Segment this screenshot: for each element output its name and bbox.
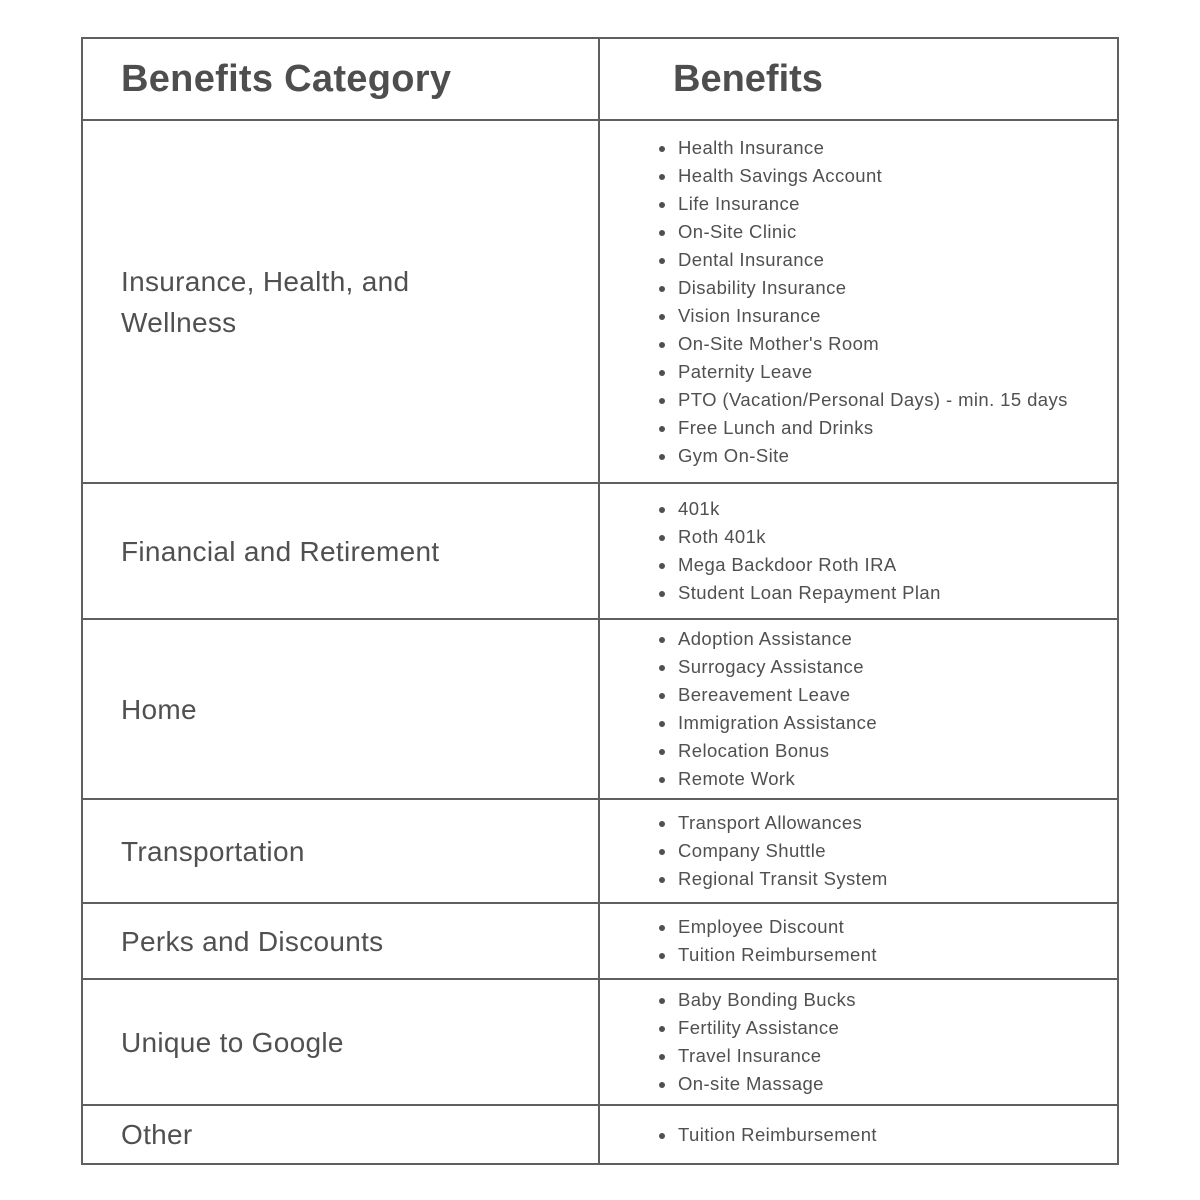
list-item: Tuition Reimbursement: [678, 1121, 877, 1149]
category-cell: [83, 980, 600, 1104]
benefits-list: [600, 986, 856, 1098]
category-label: Perks and Discounts: [121, 925, 384, 957]
table-row: [83, 978, 1117, 1104]
list-item: Transport Allowances: [678, 809, 888, 837]
list-item: Surrogacy Assistance: [678, 653, 877, 681]
table-row: [83, 482, 1117, 618]
benefits-cell: [600, 800, 1117, 902]
category-cell: [83, 484, 600, 618]
list-item: Relocation Bonus: [678, 737, 877, 765]
category-cell: [83, 121, 600, 482]
list-item: Baby Bonding Bucks: [678, 986, 856, 1014]
list-item: Bereavement Leave: [678, 681, 877, 709]
benefits-cell: [600, 904, 1117, 978]
list-item: Fertility Assistance: [678, 1014, 856, 1042]
list-item: Gym On-Site: [678, 442, 1068, 470]
category-label: Financial and Retirement: [121, 535, 440, 567]
list-item: Student Loan Repayment Plan: [678, 579, 941, 607]
category-cell: [83, 800, 600, 902]
header-benefits-category: Benefits Category: [83, 39, 600, 119]
list-item: Travel Insurance: [678, 1042, 856, 1070]
benefits-list: [600, 134, 1068, 470]
table-row: [83, 798, 1117, 902]
list-item: Remote Work: [678, 765, 877, 793]
list-item: Employee Discount: [678, 913, 877, 941]
benefits-list: [600, 495, 941, 607]
benefits-list: [600, 1121, 877, 1149]
list-item: Disability Insurance: [678, 274, 1068, 302]
benefits-cell: [600, 620, 1117, 798]
list-item: Immigration Assistance: [678, 709, 877, 737]
list-item: Free Lunch and Drinks: [678, 414, 1068, 442]
category-label: Unique to Google: [121, 1026, 344, 1058]
benefits-list: [600, 625, 877, 793]
list-item: Life Insurance: [678, 190, 1068, 218]
benefits-list: [600, 809, 888, 893]
benefits-cell: [600, 980, 1117, 1104]
benefits-cell: [600, 1106, 1117, 1163]
list-item: Adoption Assistance: [678, 625, 877, 653]
table-row: [83, 618, 1117, 798]
list-item: Regional Transit System: [678, 865, 888, 893]
category-cell: [83, 904, 600, 978]
category-cell: [83, 620, 600, 798]
table-row: [83, 1104, 1117, 1163]
list-item: On-site Massage: [678, 1070, 856, 1098]
benefits-list: [600, 913, 877, 969]
list-item: Roth 401k: [678, 523, 941, 551]
list-item: 401k: [678, 495, 941, 523]
list-item: PTO (Vacation/Personal Days) - min. 15 days: [678, 386, 1068, 414]
list-item: Health Savings Account: [678, 162, 1068, 190]
benefits-table: [81, 37, 1119, 1165]
category-label: Other: [121, 1119, 193, 1150]
list-item: Paternity Leave: [678, 358, 1068, 386]
list-item: Health Insurance: [678, 134, 1068, 162]
list-item: Mega Backdoor Roth IRA: [678, 551, 941, 579]
table-row: [83, 119, 1117, 482]
benefits-cell: [600, 484, 1117, 618]
category-label: Home: [121, 693, 197, 725]
category-label: Insurance, Health, and Wellness: [121, 265, 410, 338]
benefits-cell: [600, 121, 1117, 482]
list-item: On-Site Clinic: [678, 218, 1068, 246]
list-item: On-Site Mother's Room: [678, 330, 1068, 358]
list-item: Vision Insurance: [678, 302, 1068, 330]
list-item: Tuition Reimbursement: [678, 941, 877, 969]
header-row: [83, 39, 1117, 119]
category-label: Transportation: [121, 835, 305, 867]
table-row: [83, 902, 1117, 978]
category-cell: [83, 1106, 600, 1163]
list-item: Company Shuttle: [678, 837, 888, 865]
header-benefits: Benefits: [673, 57, 823, 100]
list-item: Dental Insurance: [678, 246, 1068, 274]
